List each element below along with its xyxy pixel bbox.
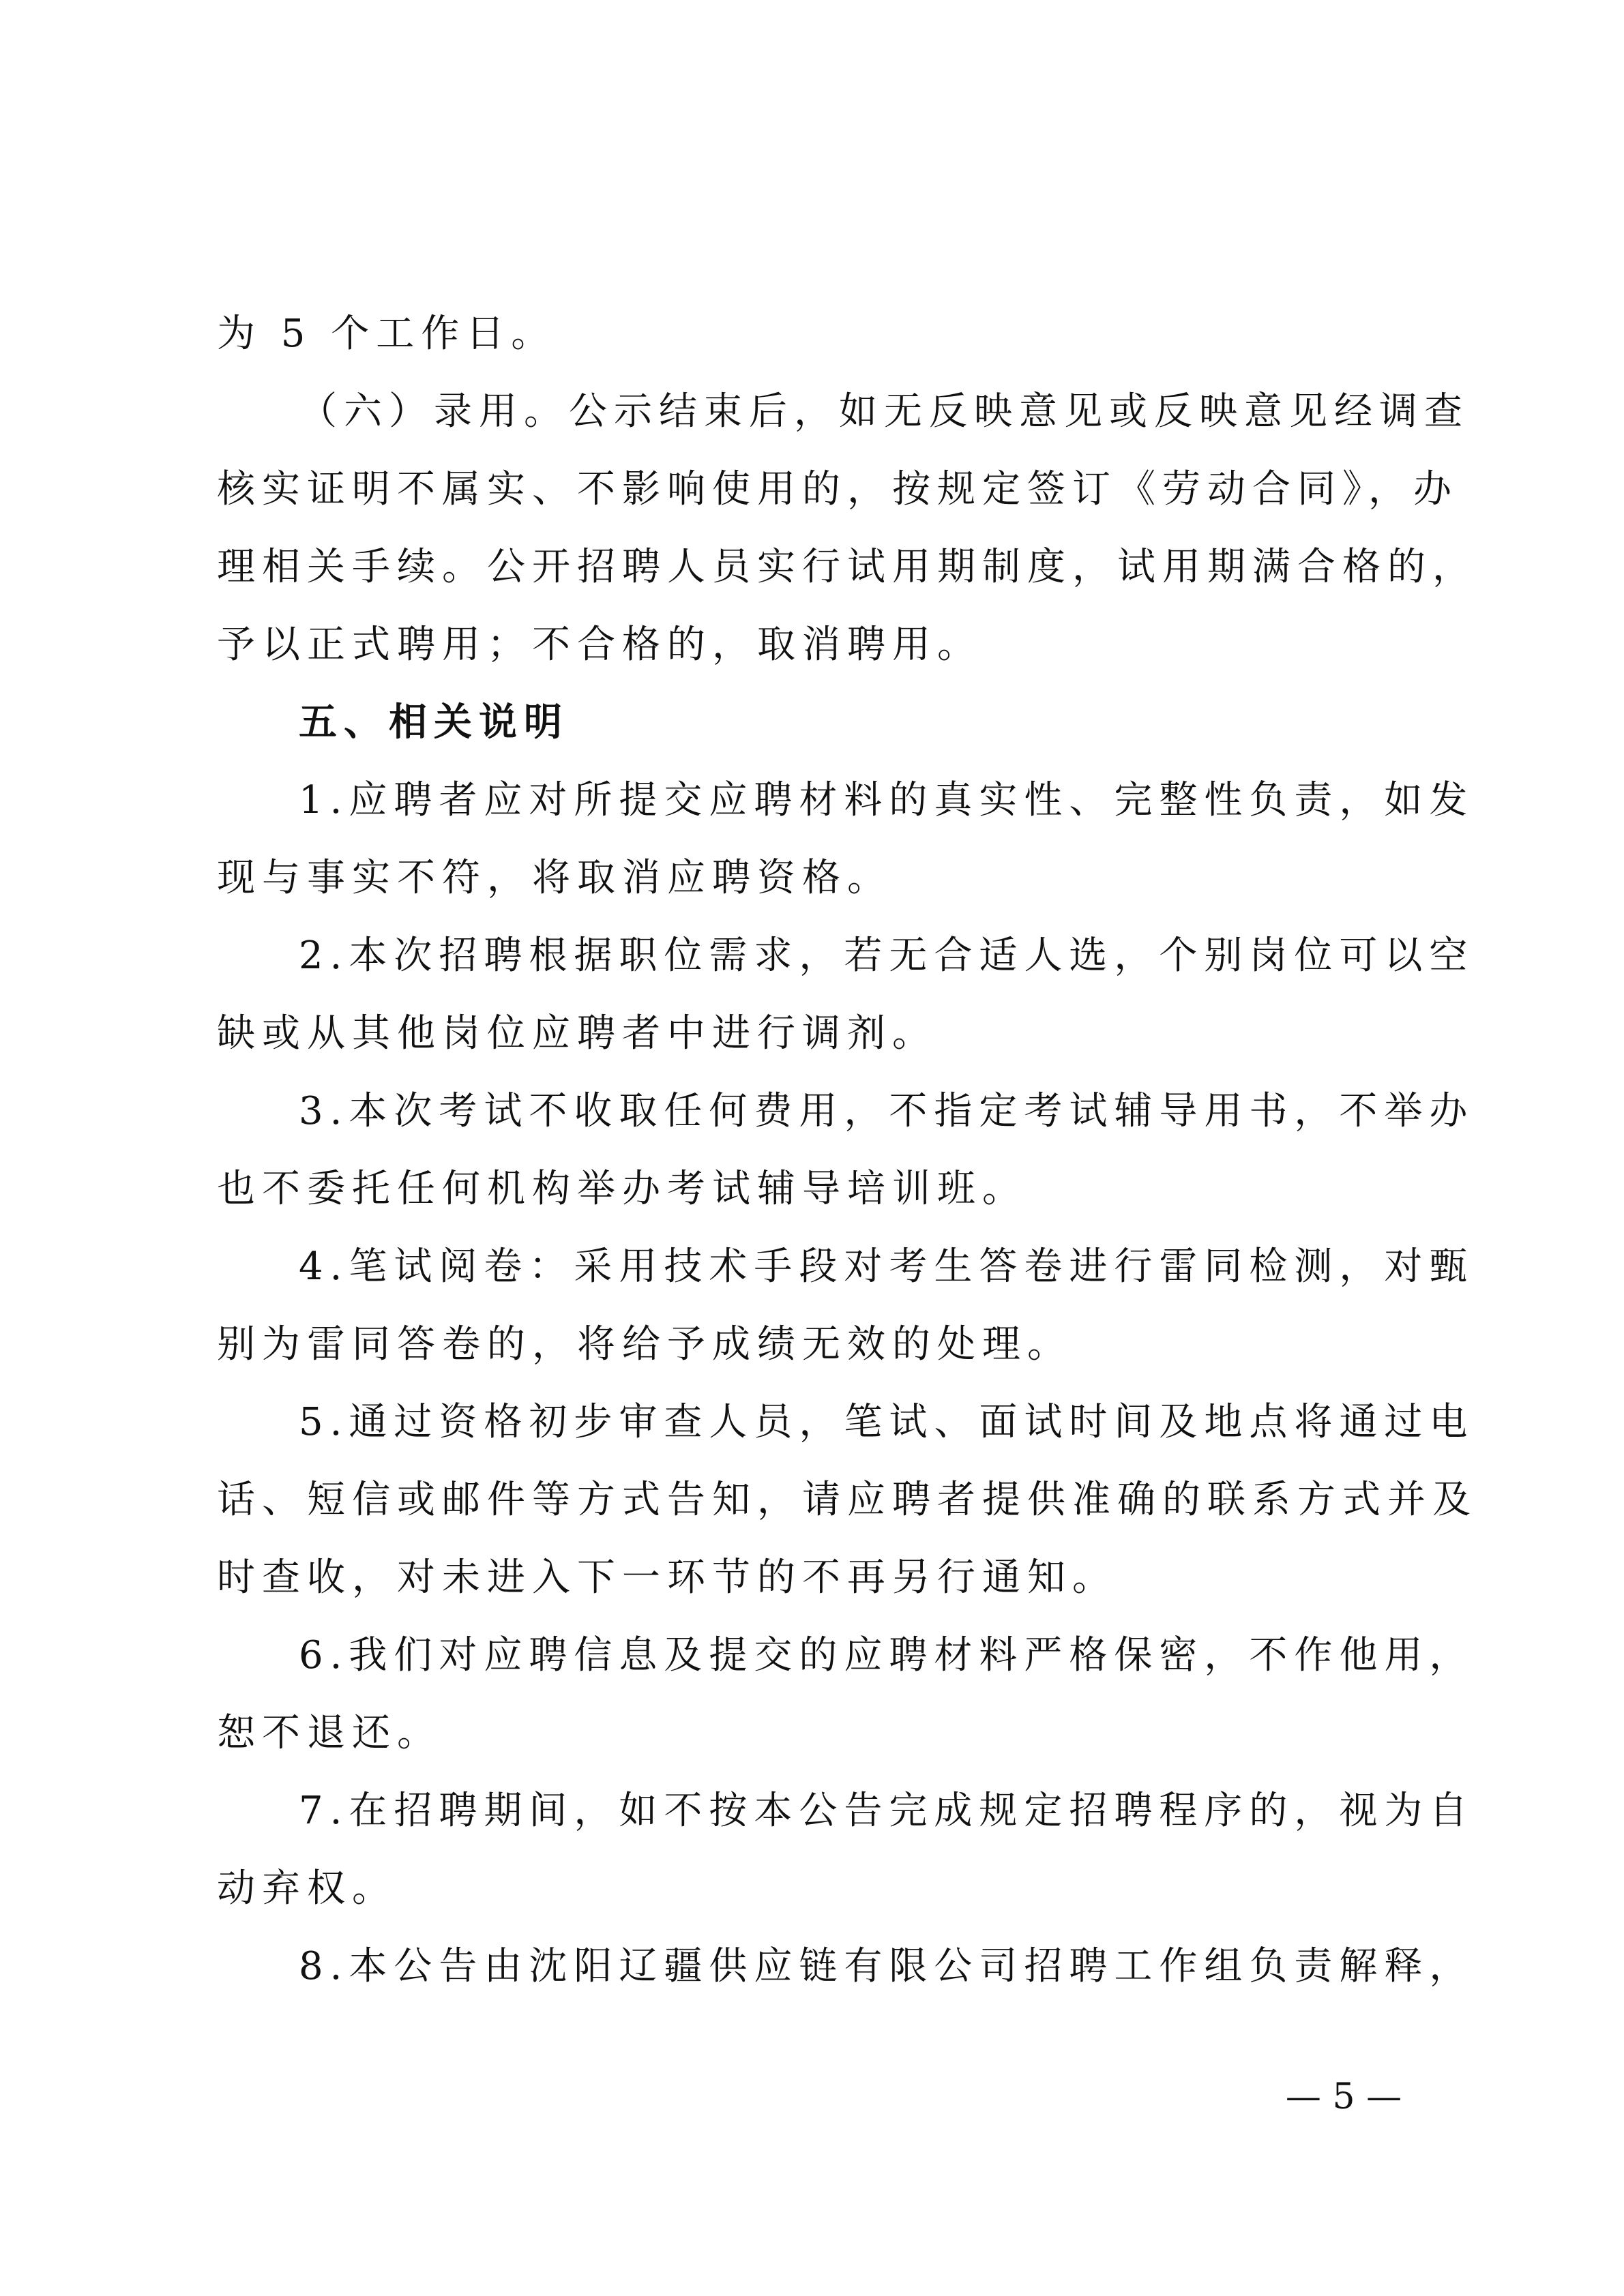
text-line: 动弃权。 — [217, 1866, 397, 1911]
text-line: 话、短信或邮件等方式告知，请应聘者提供准确的联系方式并及 — [217, 1478, 1477, 1522]
text-line: 别为雷同答卷的，将给予成绩无效的处理。 — [217, 1322, 1072, 1367]
note-item-6: 6.我们对应聘信息及提交的应聘材料严格保密，不作他用， — [299, 1633, 1475, 1678]
text-line: 为 5 个工作日。 — [217, 312, 557, 356]
paragraph-employment-start: （六）录用。公示结束后，如无反映意见或反映意见经调查 — [299, 389, 1469, 434]
text-line: 恕不退还。 — [217, 1711, 442, 1755]
note-item-3: 3.本次考试不收取任何费用，不指定考试辅导用书，不举办 — [299, 1089, 1475, 1133]
note-item-7: 7.在招聘期间，如不按本公告完成规定招聘程序的，视为自 — [299, 1789, 1475, 1833]
section-heading-related-notes: 五、相关说明 — [299, 700, 569, 745]
text-line: 现与事实不符，将取消应聘资格。 — [217, 856, 892, 900]
text-line: 也不委托任何机构举办考试辅导培训班。 — [217, 1167, 1027, 1211]
note-item-5: 5.通过资格初步审查人员，笔试、面试时间及地点将通过电 — [299, 1400, 1475, 1444]
page-number: — 5 — — [1285, 2076, 1402, 2117]
text-line: 时查收，对未进入下一环节的不再另行通知。 — [217, 1555, 1117, 1600]
note-item-2: 2.本次招聘根据职位需求，若无合适人选，个别岗位可以空 — [299, 934, 1475, 978]
text-line: 缺或从其他岗位应聘者中进行调剂。 — [217, 1011, 937, 1056]
note-item-4: 4.笔试阅卷：采用技术手段对考生答卷进行雷同检测，对甄 — [299, 1244, 1475, 1289]
note-item-8: 8.本公告由沈阳辽疆供应链有限公司招聘工作组负责解释， — [299, 1944, 1475, 1988]
text-line: 予以正式聘用；不合格的，取消聘用。 — [217, 623, 982, 667]
note-item-1: 1.应聘者应对所提交应聘材料的真实性、完整性负责，如发 — [299, 778, 1475, 822]
text-line: 理相关手续。公开招聘人员实行试用期制度，试用期满合格的， — [217, 545, 1477, 589]
text-line: 核实证明不属实、不影响使用的，按规定签订《劳动合同》，办 — [217, 467, 1458, 511]
